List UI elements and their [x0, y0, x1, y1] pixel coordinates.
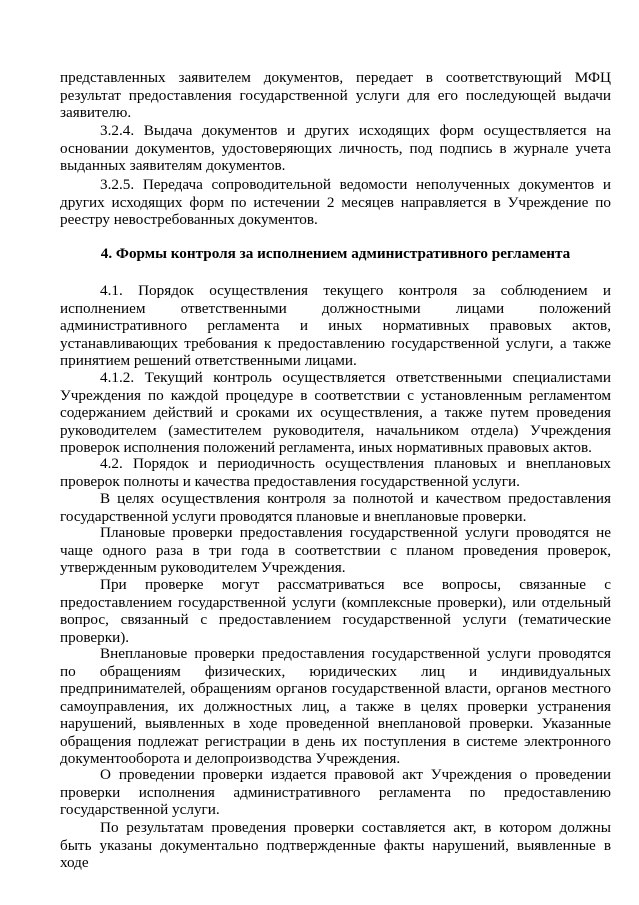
paragraph-4-1-2: 4.1.2. Текущий контроль осуществляется ответственными специалистами Учреждения по каждой процедуре в соответствии с установленным регламентом содержанием действий и сроками их осуществления, а также путем проведения руководителем (заместителем руководителя, начальником отдела) Учреждения проверок исполнения положений регламента, иных нормативных правовых актов. [60, 369, 611, 456]
paragraph-planned-checks: Плановые проверки предоставления государственной услуги проводятся не чаще одного раза в три года в соответствии с планом проведения проверок, утвержденным руководителем Учреждения. [60, 524, 611, 576]
paragraph-4-1: 4.1. Порядок осуществления текущего контроля за соблюдением и исполнением ответственными должностными лицами положений административного регламента и иных нормативных правовых актов, устанавливающих требования к предоставлению государственной услуги, а также принятием решений ответственными лицами. [60, 282, 611, 369]
paragraph-4-2: 4.2. Порядок и периодичность осуществления плановых и внеплановых проверок полноты и качества предоставления государственной услуги. [60, 455, 611, 490]
paragraph-control-purpose: В целях осуществления контроля за полнотой и качеством предоставления государственной услуги проводятся плановые и внеплановые проверки. [60, 490, 611, 525]
section-heading: 4. Формы контроля за исполнением административного регламента [100, 245, 571, 262]
paragraph-3-2-5: 3.2.5. Передача сопроводительной ведомости неполученных документов и других исходящих форм по истечении 2 месяцев направляется в Учреждение по реестру невостребованных документов. [60, 176, 611, 228]
paragraph-check-results: По результатам проведения проверки составляется акт, в котором должны быть указаны документально подтвержденные факты нарушений, выявленные в ходе [60, 819, 611, 871]
paragraph-3-2-4: 3.2.4. Выдача документов и других исходящих форм осуществляется на основании документов, удостоверяющих личность, под подпись в журнале учета выданных заявителям документов. [60, 122, 611, 174]
paragraph-continuation: представленных заявителем документов, передает в соответствующий МФЦ результат предоставления государственной услуги для его последующей выдачи заявителю. [60, 69, 611, 121]
paragraph-check-scope: При проверке могут рассматриваться все вопросы, связанные с предоставлением государственной услуги (комплексные проверки), или отдельный вопрос, связанный с предоставлением государственной услуги (тематические проверки). [60, 576, 611, 646]
paragraph-legal-act: О проведении проверки издается правовой акт Учреждения о проведении проверки исполнения административного регламента по предоставлению государственной услуги. [60, 766, 611, 818]
paragraph-unplanned-checks: Внеплановые проверки предоставления государственной услуги проводятся по обращениям физических, юридических лиц и индивидуальных предпринимателей, обращениям органов государственной власти, органов местного самоуправления, их должностных лиц, а также в целях проверки устранения нарушений, выявленных в ходе проведенной внеплановой проверки. Указанные обращения подлежат регистрации в день их поступления в системе электронного документооборота и делопроизводства Учреждения. [60, 645, 611, 767]
